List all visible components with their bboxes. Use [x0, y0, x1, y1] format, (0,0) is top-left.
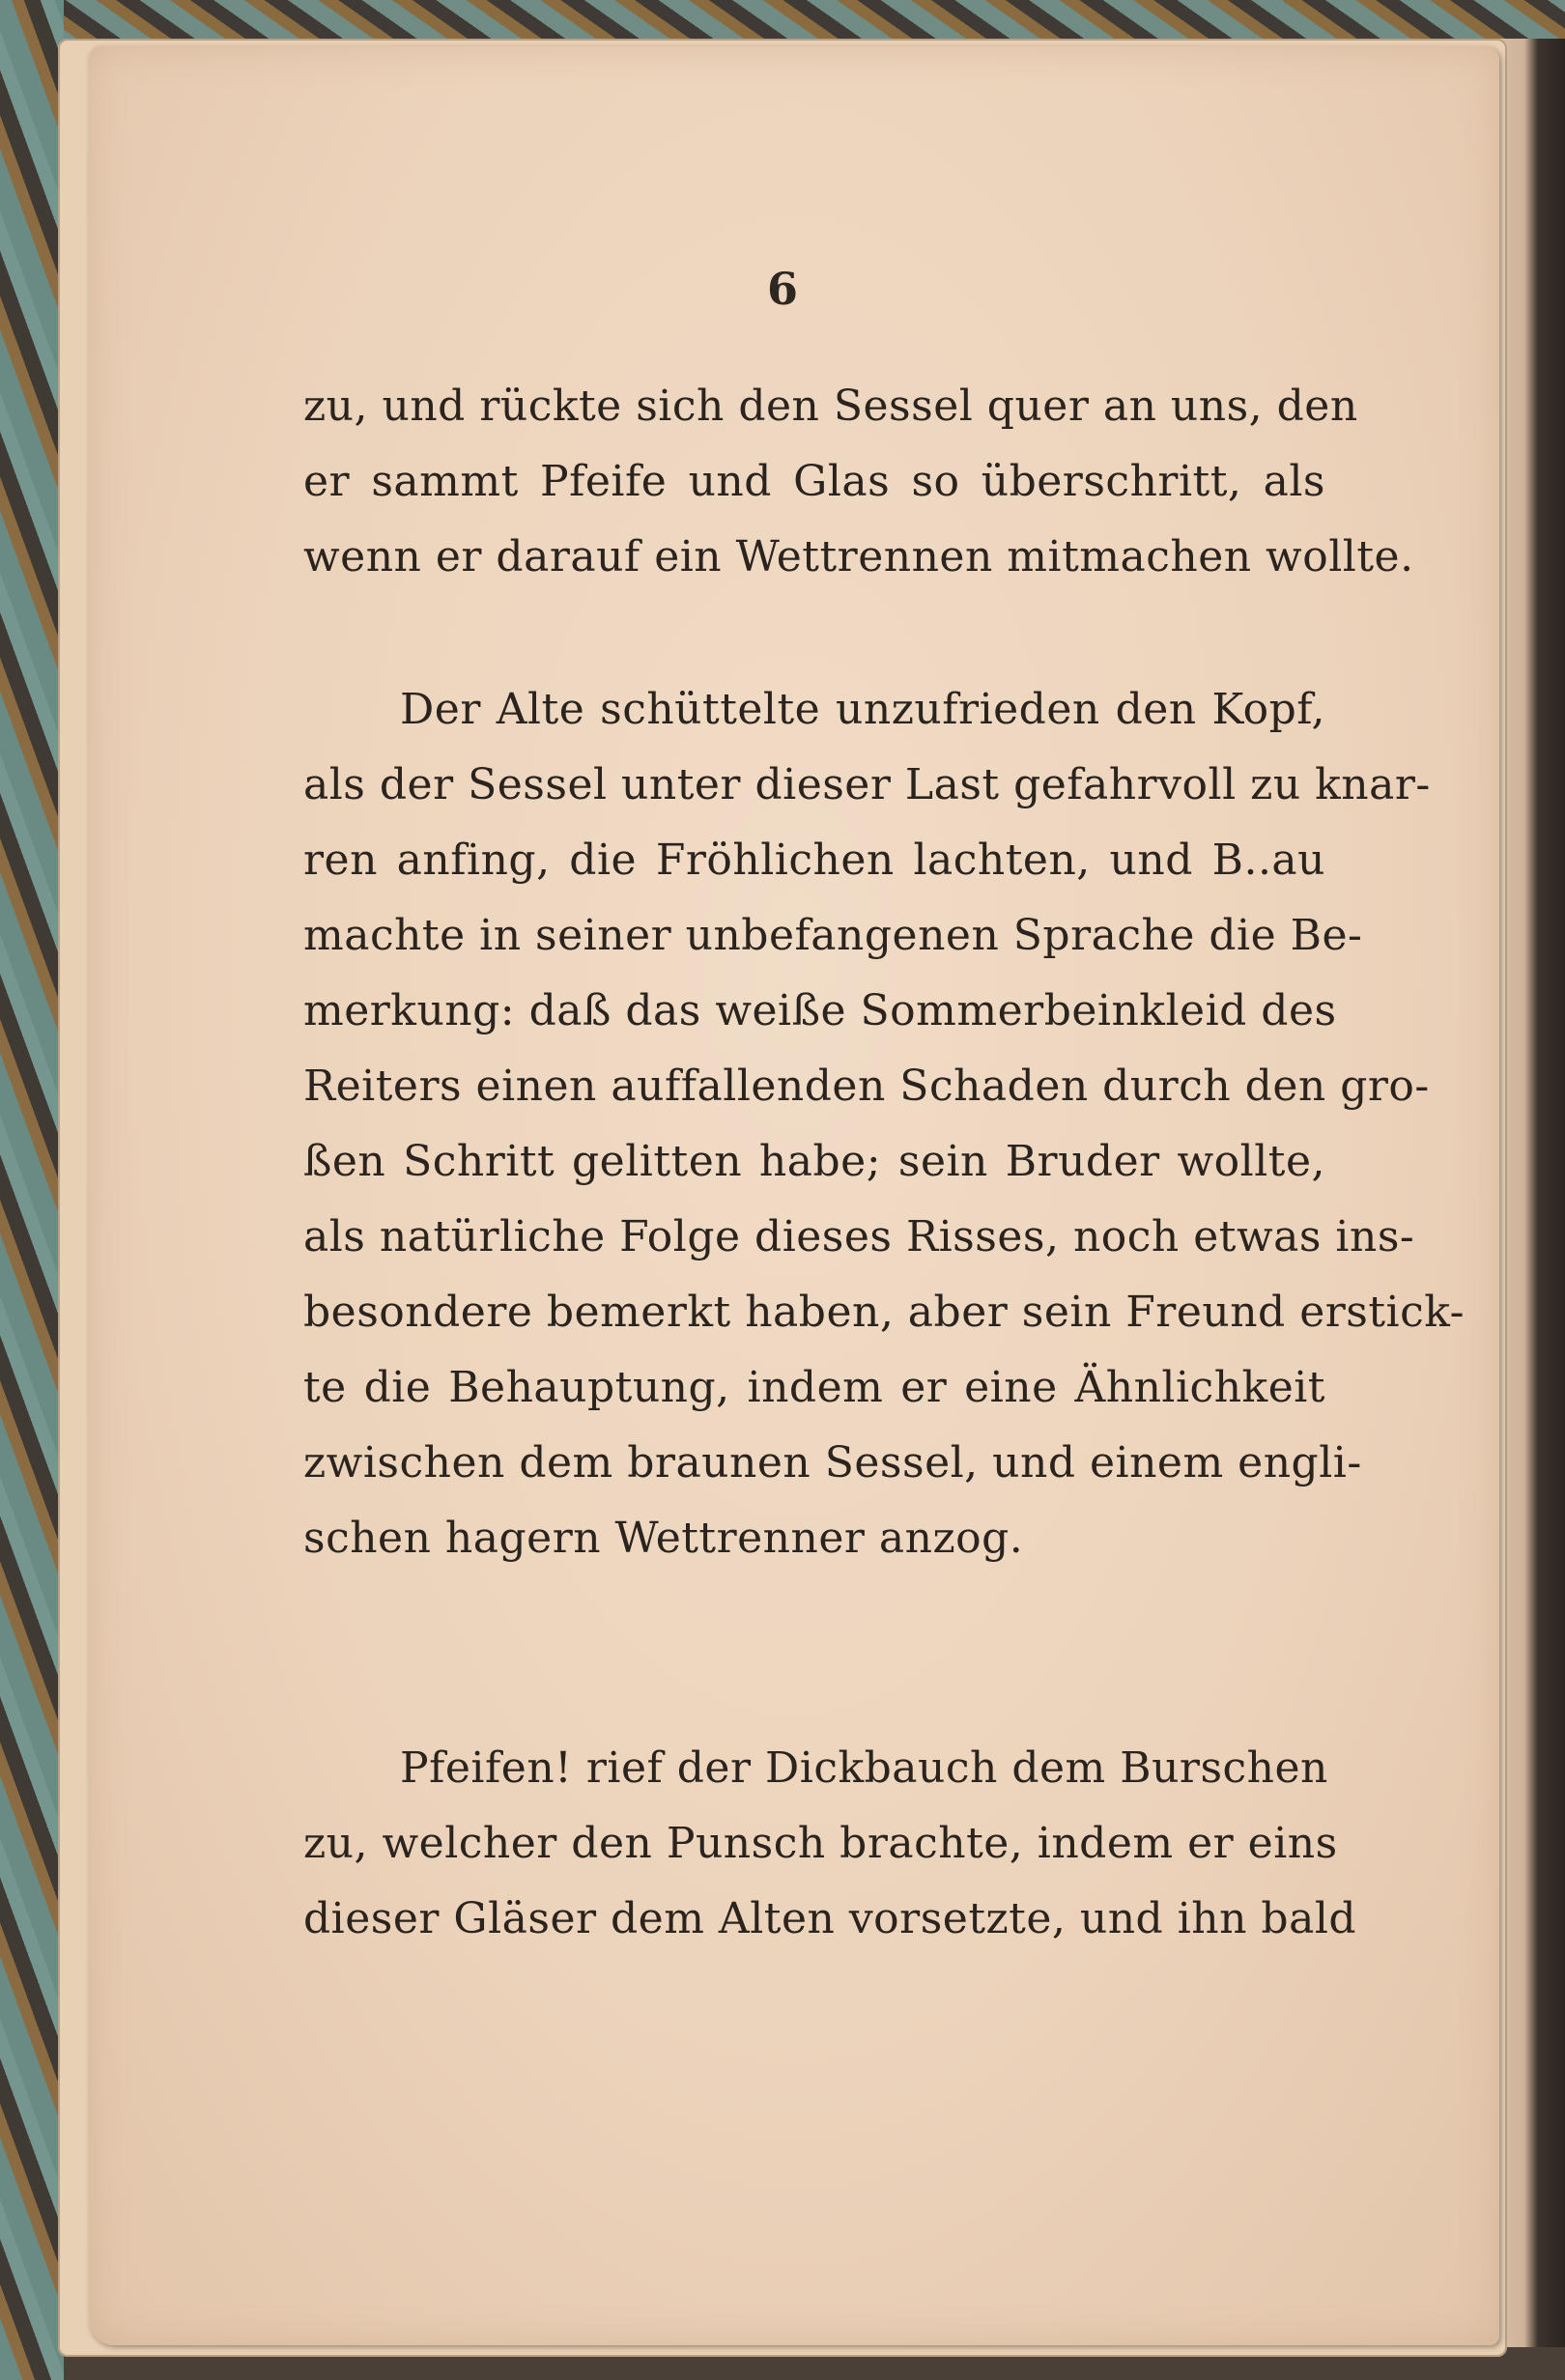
- paragraph-gap: [303, 595, 1325, 672]
- marbled-cover-left: [0, 0, 64, 2380]
- text-line: zu, und rückte sich den Sessel quer an uns, den: [303, 382, 1358, 431]
- text-line: zwischen dem braunen Sessel, und einem engli-: [303, 1438, 1362, 1488]
- text-line: Pfeifen! rief der Dickbauch dem Burschen: [400, 1743, 1328, 1793]
- page-number: 6: [766, 263, 798, 315]
- text-line: wenn er darauf ein Wettrennen mitmachen wollte.: [303, 532, 1414, 581]
- text-line: ßen Schritt gelitten habe; sein Bruder wollte,: [303, 1137, 1325, 1186]
- paragraph-1: [303, 369, 1414, 595]
- paragraph-3: [303, 1731, 1357, 1957]
- text-line: merkung: daß das weiße Sommerbeinkleid des: [303, 986, 1337, 1035]
- text-line: besondere bemerkt haben, aber sein Freund erstick-: [303, 1288, 1465, 1337]
- text-line: schen hagern Wettrenner anzog.: [303, 1514, 1024, 1563]
- paragraph-gap: [303, 1576, 1325, 1731]
- text-line: dieser Gläser dem Alten vorsetzte, und ihn bald: [303, 1894, 1357, 1943]
- adjacent-page-edge: [1497, 39, 1565, 2347]
- text-line: zu, welcher den Punsch brachte, indem er eins: [303, 1819, 1338, 1868]
- text-line: machte in seiner unbefangenen Sprache die Be-: [303, 911, 1363, 960]
- paragraph-2: [303, 672, 1465, 1576]
- text-line: te die Behauptung, indem er eine Ähnlichkeit: [303, 1363, 1325, 1412]
- text-line: Reiters einen auffallenden Schaden durch den gro-: [303, 1062, 1430, 1111]
- text-line: er sammt Pfeife und Glas so überschritt, als: [303, 457, 1325, 506]
- text-line: ren anfing, die Fröhlichen lachten, und B..au: [303, 836, 1325, 885]
- text-line: Der Alte schüttelte unzufrieden den Kopf,: [400, 685, 1325, 734]
- page-text: [303, 369, 1465, 1957]
- text-line: als natürliche Folge dieses Risses, noch etwas ins-: [303, 1212, 1415, 1261]
- text-line: als der Sessel unter dieser Last gefahrvoll zu knar-: [303, 760, 1431, 809]
